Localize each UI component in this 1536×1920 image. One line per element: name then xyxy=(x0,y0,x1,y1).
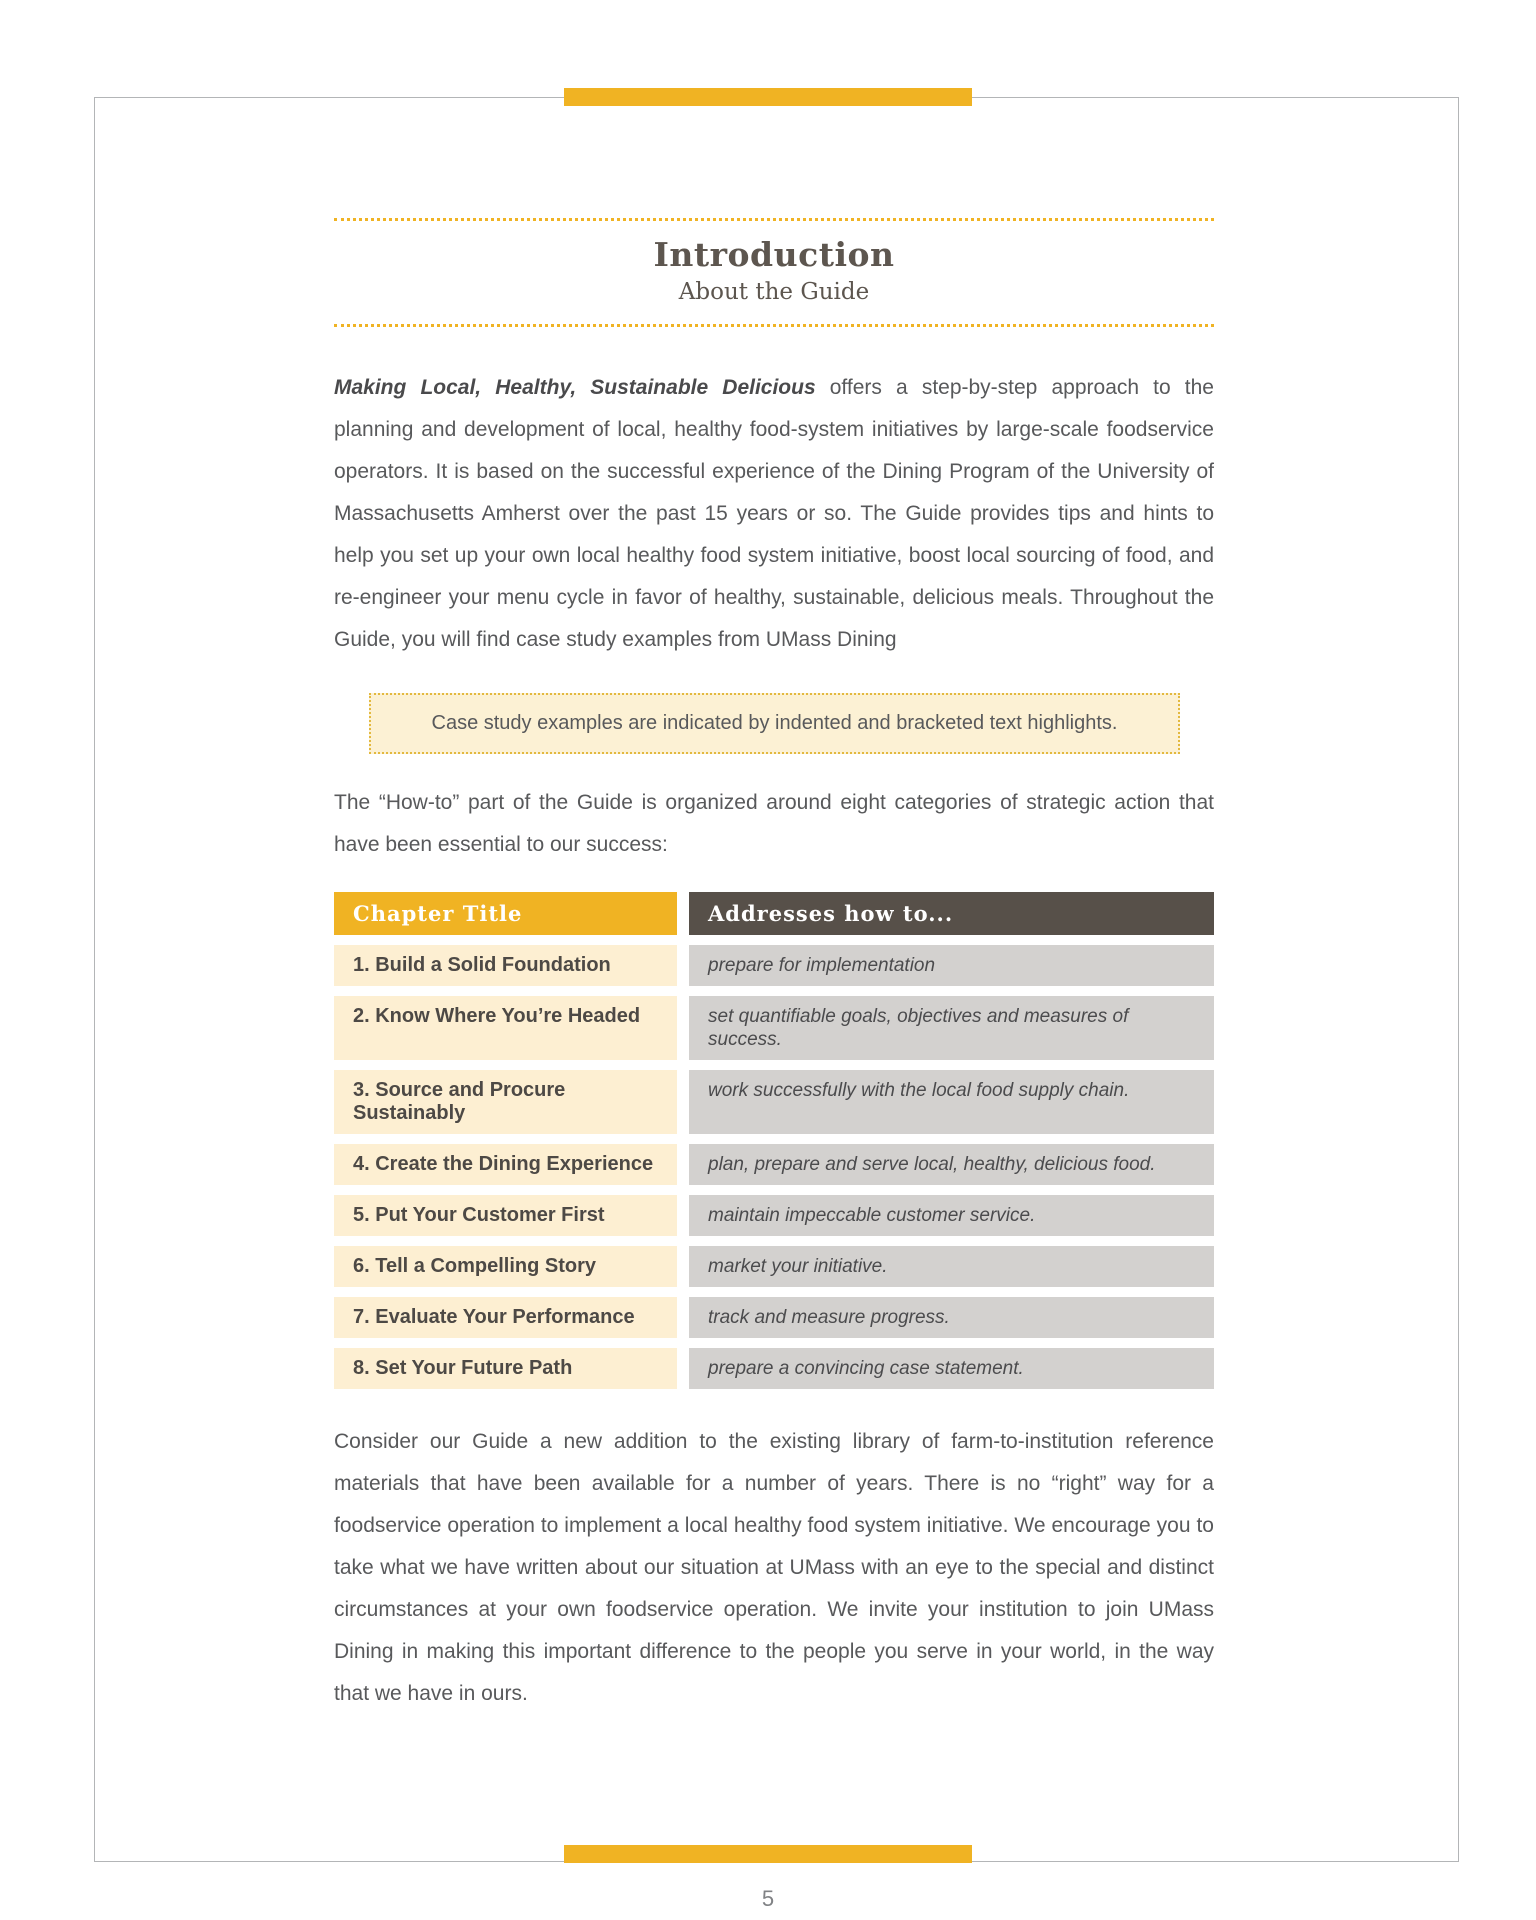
chapter-cell: 2. Know Where You’re Headed xyxy=(334,996,677,1060)
chapter-cell: 3. Source and Procure Sustainably xyxy=(334,1070,677,1134)
addresses-cell: market your initiative. xyxy=(689,1246,1214,1287)
closing-paragraph: Consider our Guide a new addition to the existing library of farm-to-institution reference materials that have been available for a number of years. There is no “right” way for a foodservice operation to implement a local healthy food system initiative. We encourage you to take what we have written about our situation at UMass with an eye to the special and distinct circumstances at your own foodservice operation. We invite your institution to join UMass Dining in making this important difference to the people you serve in your world, in the way that we have in ours. xyxy=(334,1430,1214,1706)
page-subtitle: About the Guide xyxy=(678,278,870,305)
addresses-header: Addresses how to... xyxy=(689,892,1214,935)
addresses-cell: set quantifiable goals, objectives and measures of success. xyxy=(689,996,1214,1060)
bottom-gold-bar xyxy=(564,1845,972,1863)
addresses-cell: work successfully with the local food supply chain. xyxy=(689,1070,1214,1134)
addresses-cell: prepare a convincing case statement. xyxy=(689,1348,1214,1389)
page-title: Introduction xyxy=(653,235,895,274)
howto-paragraph: The “How-to” part of the Guide is organized around eight categories of strategic action that have been essential to our success: xyxy=(334,791,1214,857)
addresses-cell: plan, prepare and serve local, healthy, delicious food. xyxy=(689,1144,1214,1185)
addresses-cell: track and measure progress. xyxy=(689,1297,1214,1338)
chapter-cell: 1. Build a Solid Foundation xyxy=(334,945,677,986)
addresses-cell: prepare for implementation xyxy=(689,945,1214,986)
intro-paragraph xyxy=(334,367,1214,661)
table-header-row xyxy=(334,892,1214,935)
table-row xyxy=(334,996,1214,1060)
addresses-cell: maintain impeccable customer service. xyxy=(689,1195,1214,1236)
section-header xyxy=(334,218,1214,327)
table-row xyxy=(334,1195,1214,1236)
case-study-callout xyxy=(369,693,1180,754)
chapter-table xyxy=(334,892,1214,1389)
chapter-cell: 5. Put Your Customer First xyxy=(334,1195,677,1236)
case-study-callout-text: Case study examples are indicated by indented and bracketed text highlights. xyxy=(431,712,1118,735)
page-content xyxy=(334,0,1214,1736)
chapter-cell: 4. Create the Dining Experience xyxy=(334,1144,677,1185)
page-number: 5 xyxy=(761,1886,775,1911)
intro-lead-bold: Making Local, Healthy, Sustainable Delicious xyxy=(334,376,816,400)
table-row xyxy=(334,945,1214,986)
table-row xyxy=(334,1297,1214,1338)
chapter-cell: 6. Tell a Compelling Story xyxy=(334,1246,677,1287)
chapter-title-header: Chapter Title xyxy=(334,892,677,935)
table-row xyxy=(334,1246,1214,1287)
table-row xyxy=(334,1070,1214,1134)
chapter-cell: 8. Set Your Future Path xyxy=(334,1348,677,1389)
chapter-cell: 7. Evaluate Your Performance xyxy=(334,1297,677,1338)
intro-lead-rest: offers a step-by-step approach to the planning and development of local, healthy food-system initiatives by large-scale foodservice operators. It is based on the successful experience of the Dining Program of the University of Massachusetts Amherst over the past 15 years or so. The Guide provides tips and hints to help you set up your own local healthy food system initiative, boost local sourcing of food, and re-engineer your menu cycle in favor of healthy, sustainable, delicious meals. Throughout the Guide, you will find case study examples from UMass Dining xyxy=(334,376,1214,652)
table-row xyxy=(334,1348,1214,1389)
table-row xyxy=(334,1144,1214,1185)
